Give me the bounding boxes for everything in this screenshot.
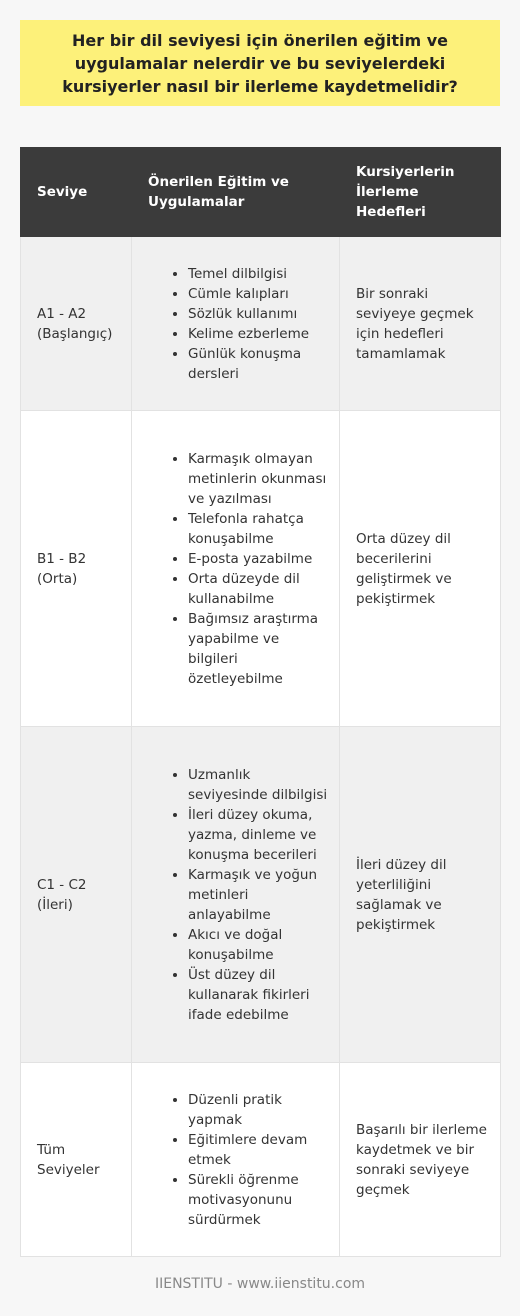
table-row bbox=[21, 1063, 501, 1257]
table-row bbox=[21, 727, 501, 1063]
goal-cell: Orta düzey dil becerilerini geliştirmek ve pekiştirmek bbox=[340, 411, 501, 727]
practices-cell bbox=[132, 411, 340, 727]
footer-credit: IIENSTITU - www.iienstitu.com bbox=[154, 1276, 366, 1292]
list-item: • Akıcı ve doğal konuşabilme bbox=[188, 925, 329, 965]
list-item: • Sürekli öğrenme motivasyonunu sürdürmek bbox=[188, 1170, 329, 1230]
header-goals: Kursiyerlerin İlerleme Hedefleri bbox=[340, 148, 501, 237]
list-item: • Orta düzeyde dil kullanabilme bbox=[188, 569, 329, 609]
list-item: • Kelime ezberleme bbox=[188, 324, 329, 344]
list-item: • Telefonla rahatça konuşabilme bbox=[188, 509, 329, 549]
level-cell: A1 - A2 (Başlangıç) bbox=[21, 237, 132, 411]
title-banner bbox=[20, 20, 500, 106]
goal-cell: Başarılı bir ilerleme kaydetmek ve bir sonraki seviyeye geçmek bbox=[340, 1063, 501, 1257]
level-cell: C1 - C2 (İleri) bbox=[21, 727, 132, 1063]
list-item: • Sözlük kullanımı bbox=[188, 304, 329, 324]
practices-list bbox=[148, 264, 329, 384]
practices-list bbox=[148, 449, 329, 689]
table-row bbox=[21, 237, 501, 411]
list-item: • Temel dilbilgisi bbox=[188, 264, 329, 284]
page-title: Her bir dil seviyesi için önerilen eğitim ve uygulamalar nelerdir ve bu seviyelerdeki kursiyerler nasıl bir ilerleme kaydetmelidir? bbox=[62, 30, 458, 96]
list-item: • Uzmanlık seviyesinde dilbilgisi bbox=[188, 765, 329, 805]
header-level: Seviye bbox=[21, 148, 132, 237]
goal-cell: İleri düzey dil yeterliliğini sağlamak ve pekiştirmek bbox=[340, 727, 501, 1063]
practices-cell bbox=[132, 727, 340, 1063]
list-item: • Düzenli pratik yapmak bbox=[188, 1090, 329, 1130]
list-item: • Bağımsız araştırma yapabilme ve bilgileri özetleyebilme bbox=[188, 609, 329, 689]
list-item: • Günlük konuşma dersleri bbox=[188, 344, 329, 384]
levels-table bbox=[20, 147, 501, 1257]
list-item: • Eğitimlere devam etmek bbox=[188, 1130, 329, 1170]
level-cell: Tüm Seviyeler bbox=[21, 1063, 132, 1257]
practices-cell bbox=[132, 1063, 340, 1257]
list-item: • Karmaşık olmayan metinlerin okunması ve yazılması bbox=[188, 449, 329, 509]
list-item: • Karmaşık ve yoğun metinleri anlayabilme bbox=[188, 865, 329, 925]
list-item: • E-posta yazabilme bbox=[188, 549, 329, 569]
list-item: • Cümle kalıpları bbox=[188, 284, 329, 304]
table-row bbox=[21, 411, 501, 727]
practices-list bbox=[148, 1090, 329, 1230]
level-cell: B1 - B2 (Orta) bbox=[21, 411, 132, 727]
header-practices: Önerilen Eğitim ve Uygulamalar bbox=[132, 148, 340, 237]
list-item: • İleri düzey okuma, yazma, dinleme ve konuşma becerileri bbox=[188, 805, 329, 865]
list-item: • Üst düzey dil kullanarak fikirleri ifade edebilme bbox=[188, 965, 329, 1025]
practices-cell bbox=[132, 237, 340, 411]
practices-list bbox=[148, 765, 329, 1025]
goal-cell: Bir sonraki seviyeye geçmek için hedefleri tamamlamak bbox=[340, 237, 501, 411]
table-header-row bbox=[21, 148, 501, 237]
